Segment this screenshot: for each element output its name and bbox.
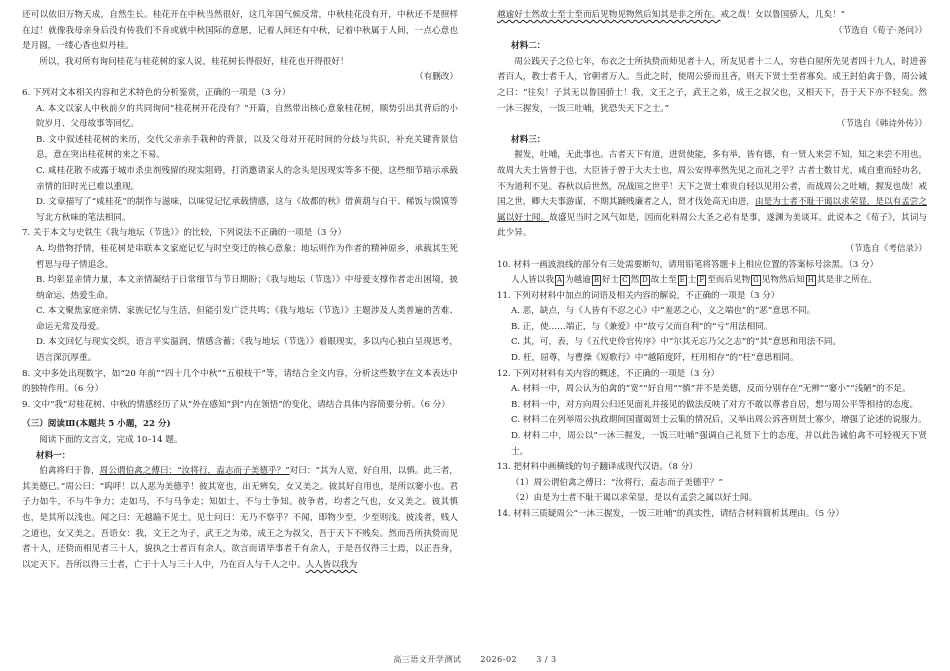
- question-10: 10. 材料一画波浪线的部分有三处需要断句，请用铅笔将答题卡上相应位置的答案标号涂黑。（3 分）: [497, 259, 879, 270]
- segment-marker-a: A: [556, 276, 563, 285]
- question-stem: 6. 下列对文本相关内容和艺术特色的分析鉴赏，正确的一项是（3 分）: [22, 87, 291, 98]
- question-stem: 7. 关于本文与史铁生《我与地坛（节选）》的比较，下列说法不正确的一项是（3 分）: [22, 228, 347, 239]
- source-note: （节选自《荀子·尧问》）: [834, 25, 927, 36]
- source-note: （有删改）: [415, 72, 458, 83]
- material-2-label: 材料二：: [511, 41, 546, 52]
- segment-marker-d: D: [642, 276, 648, 285]
- question-7: [22, 226, 458, 366]
- page-footer: [0, 654, 950, 665]
- punctuation-line: [497, 273, 927, 289]
- question-12: [497, 367, 927, 461]
- material-1-text: [22, 464, 458, 573]
- left-column: [22, 8, 458, 573]
- punctuation-segments: [554, 275, 877, 285]
- option-d: D. 枉，屈尊，与曹操《短歌行》中“越陌度阡，枉用相存”的“枉”意思相同。: [511, 353, 799, 364]
- option-a: A. 均借物抒情，桂花树是串联本文家庭记忆与时空变迁的核心意象；地坛则作为作者的精神原乡，承载其生死哲思与母子情追念。: [36, 243, 458, 270]
- segment-text: 其是非之所在。: [816, 275, 878, 286]
- source-note: （节选自《韩诗外传》）: [836, 119, 927, 130]
- option-c: C. 本文聚焦家庭亲情、家族记忆与生活，但能引发广泛共鸣；《我与地坛（节选）》主题涉及人类普遍的苦难、命运无常及母爱。: [36, 306, 458, 332]
- exam-date: 2026-02: [480, 655, 518, 664]
- option-a: A. 恶，缺点，与《人皆有不忍之心》中“羞恶之心，义之端也”的“恶”意思不同。: [511, 306, 816, 317]
- option-b: B. 材料一中，对方向周公归还见面礼并接见的做法反映了对方不敢以尊者自居，想与周公平等相待的态度。: [511, 399, 919, 410]
- option-a: A. 本文以家人中秋前夕的共同询问“桂花树开花没有？”开篇，自然带出核心意象桂花树，顺势引出其背后的小院岁月、父母故事等回忆。: [36, 103, 458, 130]
- material-3-text-b: 故盛见当时之风气如是，因而化料周公大圣之必有是事，遂渊为美谈耳。此说本之《荀子》，其词与此少异。: [497, 212, 927, 239]
- sub-question-2: （2）由是为士者不耻干谒以求荣显，是以有孟尝之属以好士闻。: [511, 493, 758, 504]
- underlined-sentence: 周公谓伯禽之傅曰：“汝将行，盍志而子美德乎？”: [99, 466, 290, 477]
- segment-text: 至而后见物: [707, 275, 751, 286]
- option-c: C. 其，可，表，与《五代史伶官传序》中“尔其无忘乃父之志”的“其”意思和用法不同。: [511, 337, 842, 348]
- segment-text: 故士至: [650, 275, 677, 286]
- option-b: B. 文中叙述桂花树的来历，交代父亲亲手栽种的背景，以及父母对开花时间的分歧与共识，补充关键背景信息，意在突出桂花树的来之不易。: [36, 134, 458, 161]
- segment-text: 为越逾: [565, 275, 591, 286]
- material-3-text: [497, 148, 927, 242]
- material-3-text-a: 握发，吐哺，无此事也。古者天下有道，进贤使能，多有举，皆有德，有一贤人来尝不知，知之来尝不用也。故周大夫士皆曾于也，大臣皆于曾于大夫士也，周公安得率然先见之而礼之乎？古者士数甘尤，咸自重而轻功名，不为道利不见。春秋以后世然，况战国之世乎！天下之贤士难贵自轻以见用公者，而战周公之吐哺，握发也哉！戒国之世，卿大夫事游谋，不期其踊贱廉者之人，贤才伐处高无由进，: [497, 150, 927, 208]
- question-9: 9. 文中“我”对桂花树、中秋的情感经历了从“外在感知”到“内在领悟”的变化，请结合具体内容简要分析。（6 分）: [22, 399, 450, 410]
- section-heading: （三）阅读Ⅲ(本题共 5 小题，22 分): [22, 419, 171, 430]
- option-d: D. 材料二中，周公以“一沐三握发，一饭三吐哺”强调自己礼贤下士的态度，并以此告诫伯禽不可轻视天下贤士。: [511, 431, 927, 457]
- exam-title: 高三语文开学测试: [393, 655, 462, 664]
- segment-marker-b: B: [593, 276, 599, 285]
- question-stem: 12. 下列对材料有关内容的概述，不正确的一项是（3 分）: [497, 368, 720, 379]
- question-stem: 13. 把材料中画横线的句子翻译成现代汉语。（8 分）: [497, 462, 698, 473]
- option-c: C. 材料二在列举周公执政期间国谨谒贤士云集的情况后，又举出周公诉吝则贤士寡少，增强了论述的说服力。: [511, 415, 927, 426]
- page-number: 3 / 3: [536, 655, 557, 664]
- segment-text: 然: [630, 275, 640, 286]
- passage-paragraph: 所以，我对所有询问桂花与桂花树的家人说，桂花树长得很好，桂花也开得很好！: [39, 56, 349, 67]
- material-1-tail: 戒之哉！女以鲁国骄人，几矣！”: [720, 10, 846, 20]
- question-13: [497, 460, 927, 507]
- question-8: 8. 文中多处出现数字，如“20 年前”“四十几个中秋”“五根枝干”等，请结合全文内容，分析这些数字在文本表达中的独特作用。（6 分）: [22, 368, 458, 395]
- option-c: C. 咸桂花散不成露于城市杀虫剂残留的现实阻碍，打消邀请家人的念头是因现实等多不便，这些细节暗示承载亲情的旧时光已难以重现。: [36, 165, 459, 192]
- question-11: [497, 289, 927, 367]
- punctuation-prefix: 人人皆以我: [511, 275, 554, 286]
- option-b: B. 均彰显亲情力量，本文亲情凝结于日常细节与节日期盼；《我与地坛（节选）》中母爱支撑作者走出困境，披纳命运、热爱生命。: [36, 275, 458, 301]
- segment-marker-c: C: [622, 276, 628, 285]
- segment-marker-h: H: [807, 276, 814, 285]
- sub-question-1: （1）周公谓伯禽之傅曰：“汝将行，盍志而子美德乎？”: [511, 477, 723, 488]
- material-3-label: 材料三：: [511, 134, 546, 145]
- option-d: D. 本文回忆与现实交织，语言平实温润，情感含蓄；《我与地坛（节选）》着眼现实，多以内心独白呈现思考，语言深沉厚重。: [36, 337, 458, 364]
- question-6: [22, 86, 458, 226]
- segment-text: 好士: [602, 275, 620, 286]
- question-stem: 11. 下列对材料中加点的词语及相关内容的解说，不正确的一项是（3 分）: [497, 290, 780, 301]
- option-b: B. 正，使……端正，与《兼爱》中“故亏父而自利”的“亏”用法相同。: [511, 321, 773, 332]
- segment-text: 见物然后知: [761, 275, 805, 286]
- right-column: [497, 8, 927, 523]
- segment-marker-f: F: [699, 276, 705, 285]
- passage-paragraph: 还可以依旧万物天成，自然生长。桂花开在中秋当然很好，这几年国气候反常，中秋桂花没有开，中秋还不是照样在过！就像我母亲身后没有传我们不肯或就中秋国际的意愿，记着人间还有中秋，记着中秋属于人间，一点心意也是月圆，一缕心香也似丹桂。: [22, 10, 458, 52]
- material-1-continued: [497, 8, 927, 24]
- option-a: A. 材料一中，周公认为伯禽的“宽”“好自用”“慎”并不是美德，反而分别存在“无辨”“窭小”“浅陋”的不足。: [511, 384, 911, 395]
- segment-marker-e: E: [679, 276, 685, 285]
- source-note: （节选自《考信录》）: [845, 243, 927, 254]
- material-2-text: 周公践天子之位七年，布衣之士所执贽而师见者十人，所友见者十二人，穷巷白屋所先见者四十九人，时进善者百人，教士者千人，官朝者万人。当此之时，使周公骄而且吝，则天下贤士至者寡矣。成王封伯禽于鲁，周公诫之曰：“往矣！子其无以鲁国骄士！我，文王之子，武王之弟，成王之叔父也，又相天下，吾于天下亦不轻矣。然一沐三握发，一饭三吐哺，犹恐失天下之士。”: [497, 56, 927, 114]
- segment-marker-g: G: [753, 276, 759, 285]
- option-d: D. 文章描写了“咸桂花”的制作与滋味，以味觉记忆承载情感，这与《故都的秋》借黄葫与白干、稀饭与馍馍等写北方秋味的笔法相同。: [36, 197, 458, 223]
- wavy-underlined-text: 越逾好士然故士至士至而后见物见物然后知其是非之所在。: [497, 10, 721, 20]
- material-1-label: 材料一：: [36, 450, 71, 461]
- segment-text: 士: [687, 275, 697, 286]
- material-1-text-b: 对曰：“其为人宽，好自用，以慎。此三者，其美德已。”周公曰：“呜呼！以人恶为美德乎！彼其宽也，出无辨矣，女又美之。彼其好自用也，是所以窭小也。君子力如牛，不与牛争力；走如马，不与马争走；知如士，不与士争知。彼争者，均者之气也，女又美之。彼其慎也，是其所以浅也。闻之曰：无越踰不见士。见士问曰：无乃不察乎？不闻，即物少至，少至则浅。彼浅者，贱人之道也，女又美之。吾语女：我，文王之为子，武王之为弟，成王之为叔父，吾于天下不贱矣。然而吾所执贽而见者十人，还贽而相见者三十人，貌执之士者百有余人，欲言而请毕事者千有余人，于是吾仅得三士焉，以正吾身，以定天下。吾所以得三士者，亡于十人与三十人中，乃在百人与千人之中。: [22, 466, 458, 570]
- material-1-text-a: 伯禽将归于鲁，: [39, 466, 100, 477]
- wavy-underlined-text: 人人皆以我为: [305, 559, 358, 570]
- question-14: 14. 材料三质疑周公“一沐三握发，一饭三吐哺”的真实性，请结合材料简析其理由。（5 分）: [497, 509, 845, 519]
- section-intro: 阅读下面的文言文，完成 10–14 题。: [39, 435, 183, 446]
- underlined-sentence: 由是为士者不耻干谒以求荣显，是以有孟尝之属以好士闻。: [497, 197, 927, 223]
